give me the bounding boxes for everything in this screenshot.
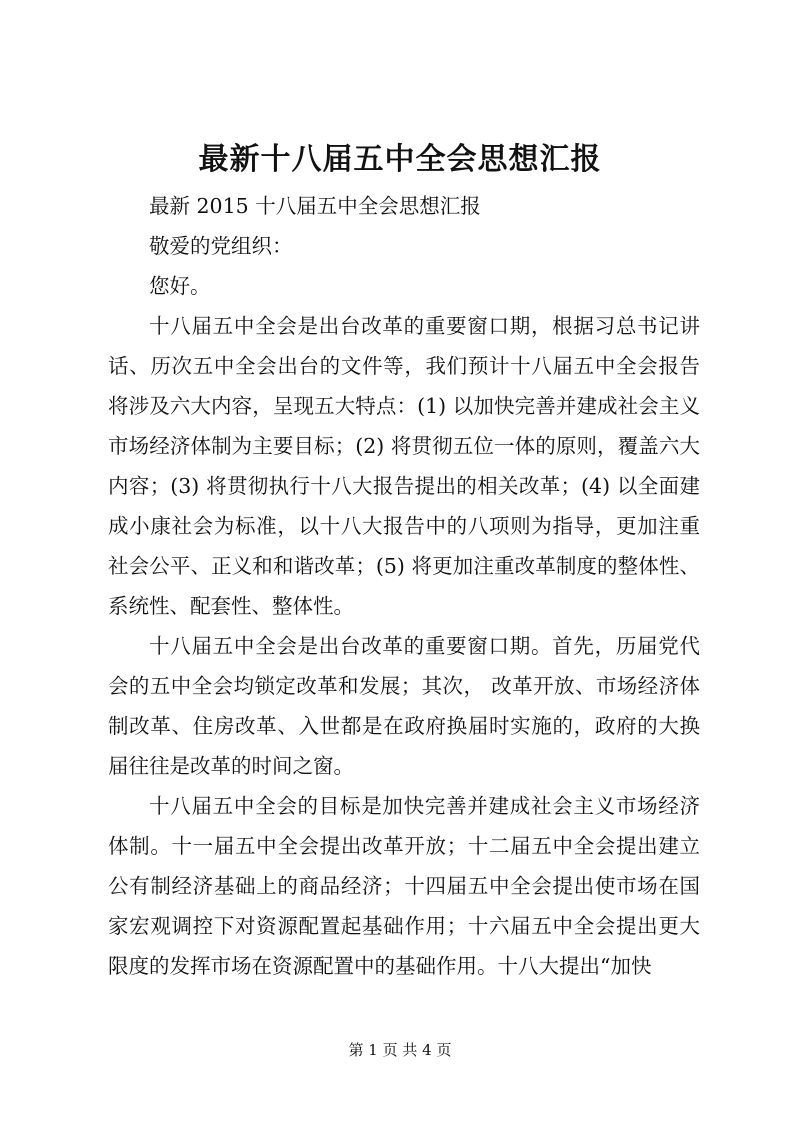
greeting: 您好。 bbox=[149, 274, 211, 298]
body-paragraph-3: 十八届五中全会的目标是加快完善并建成社会主义市场经济体制。十一届五中全会提出改革开放；十二届五中全会提出建立公有制经济基础上的商品经济；十四届五中全会提出使市场在国家宏观调控下对资源配置起基础作用；十六届五中全会提出更大限度的发挥市场在资源配置中的基础作用。十八大提出“加快 bbox=[108, 794, 700, 978]
salutation: 敬爱的党组织： bbox=[149, 234, 293, 258]
subtitle-line: 最新 2015 十八届五中全会思想汇报 bbox=[149, 194, 481, 218]
document-body bbox=[108, 186, 700, 986]
page-number-footer: 第 1 页 共 4 页 bbox=[348, 1041, 452, 1059]
document-title: 最新十八届五中全会思想汇报 bbox=[198, 142, 602, 177]
body-paragraph-1: 十八届五中全会是出台改革的重要窗口期，根据习总书记讲话、历次五中全会出台的文件等，我们预计十八届五中全会报告将涉及六大内容，呈现五大特点：(1) 以加快完善并建成社会主义市场经济体制为主要目标；(2) 将贯彻五位一体的原则，覆盖六大内容；(3) 将贯彻执行十八大报告提出的相关改革；(4) 以全面建成小康社会为标准，以十八大报告中的八项则为指导，更加注重社会公平、正义和和谐改革；(5) 将更加注重改革制度的整体性、系统性、配套性、整体性。 bbox=[108, 314, 700, 618]
body-paragraph-2: 十八届五中全会是出台改革的重要窗口期。首先，历届党代会的五中全会均锁定改革和发展；其次， 改革开放、市场经济体制改革、住房改革、入世都是在政府换届时实施的，政府的大换届往往是改革的时间之窗。 bbox=[108, 634, 700, 778]
